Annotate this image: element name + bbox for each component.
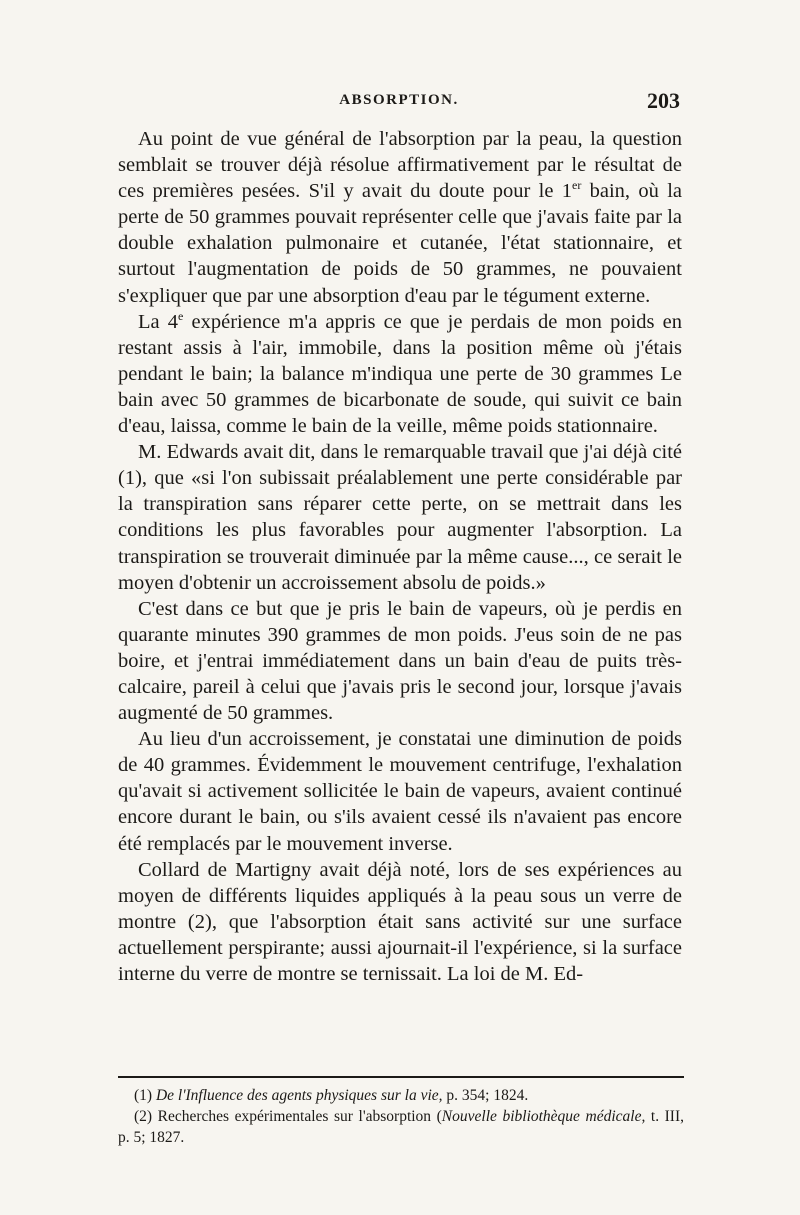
- footnotes: [118, 1085, 684, 1148]
- paragraph-text: Au point de vue général de l'absorption par la peau, la question semblait se trouver déjà résolue affirmativement par le résultat de ces premières pesées. S'il y avait du doute pour le 1: [118, 128, 682, 203]
- paragraph-text: bain, où la perte de 50 grammes pouvait représenter celle que j'avais faite par la double exhalation pulmonaire et cutanée, l'état stationnaire, et surtout l'augmentation de poids de 50 grammes, ne pouvaient s'expliquer que par une absorption d'eau par le tégument externe.: [118, 180, 682, 307]
- footnote-text: Recherches expérimentales sur l'absorption (: [157, 1108, 442, 1125]
- footnote-title: De l'Influence des agents physiques sur la vie,: [155, 1087, 443, 1104]
- body-text: [118, 126, 682, 987]
- footnote-divider: [118, 1076, 684, 1078]
- footnote-marker: (1): [134, 1087, 156, 1104]
- footnote-1: [118, 1085, 684, 1106]
- footnote-text: t. III, p. 5; 1827.: [118, 1108, 684, 1146]
- paragraph-6: [118, 857, 682, 987]
- paragraph-4: [118, 596, 682, 726]
- paragraph-3: [118, 439, 682, 596]
- paragraph-1: [118, 126, 682, 309]
- paragraph-text: Au lieu d'un accroissement, je constatai une diminution de poids de 40 grammes. Évidemment le mouvement centrifuge, l'exhalation qu'avait si activement sollicitée le bain de vapeurs, avaient continué encore durant le bain, ou s'ils avaient cessé ils n'avaient pas encore été remplacés par le mouvement inverse.: [118, 728, 682, 855]
- paragraph-text: expérience m'a appris ce que je perdais de mon poids en restant assis à l'air, immobile, dans la position même où j'étais pendant le bain; la balance m'indiqua une perte de 30 grammes Le bain avec 50 grammes de bicarbonate de soude, qui suivit ce bain d'eau, laissa, comme le bain de la veille, même poids stationnaire.: [118, 310, 682, 438]
- footnote-text: p. 354; 1824.: [442, 1087, 529, 1104]
- paragraph-5: [118, 726, 682, 856]
- footnote-marker: (2): [134, 1108, 158, 1125]
- footnote-title: Nouvelle bibliothèque médicale,: [441, 1108, 646, 1125]
- footnote-2: [118, 1106, 684, 1148]
- page-header: [118, 88, 680, 122]
- paragraph-text: La 4: [138, 310, 179, 333]
- paragraph-text: Collard de Martigny avait déjà noté, lors de ses expériences au moyen de différents liquides appliqués à la peau sous un verre de montre (2), que l'absorption était sans activité sur une surface actuellement perspirante; aussi ajournait-il l'expérience, si la surface interne du verre de montre se ternissait. La loi de M. Ed-: [118, 858, 682, 985]
- superscript: er: [572, 178, 582, 193]
- paragraph-2: [118, 309, 682, 439]
- paragraph-text: C'est dans ce but que je pris le bain de vapeurs, où je perdis en quarante minutes 390 grammes de mon poids. J'eus soin de ne pas boire, et j'entrai immédiatement dans un bain d'eau de puits très-calcaire, pareil à celui que j'avais pris le second jour, lorsque j'avais augmenté de 50 grammes.: [118, 597, 682, 725]
- superscript: e: [178, 308, 184, 323]
- running-title: ABSORPTION.: [339, 92, 459, 108]
- paragraph-text: M. Edwards avait dit, dans le remarquable travail que j'ai déjà cité (1), que «si l'on subissait préalablement une perte considérable par la transpiration sans réparer cette perte, on se mettrait dans les conditions les plus favorables pour augmenter l'absorption. La transpiration se trouverait diminuée par la même cause..., ce serait le moyen d'obtenir un accroissement absolu de poids.»: [118, 441, 682, 594]
- page-number: 203: [647, 88, 680, 113]
